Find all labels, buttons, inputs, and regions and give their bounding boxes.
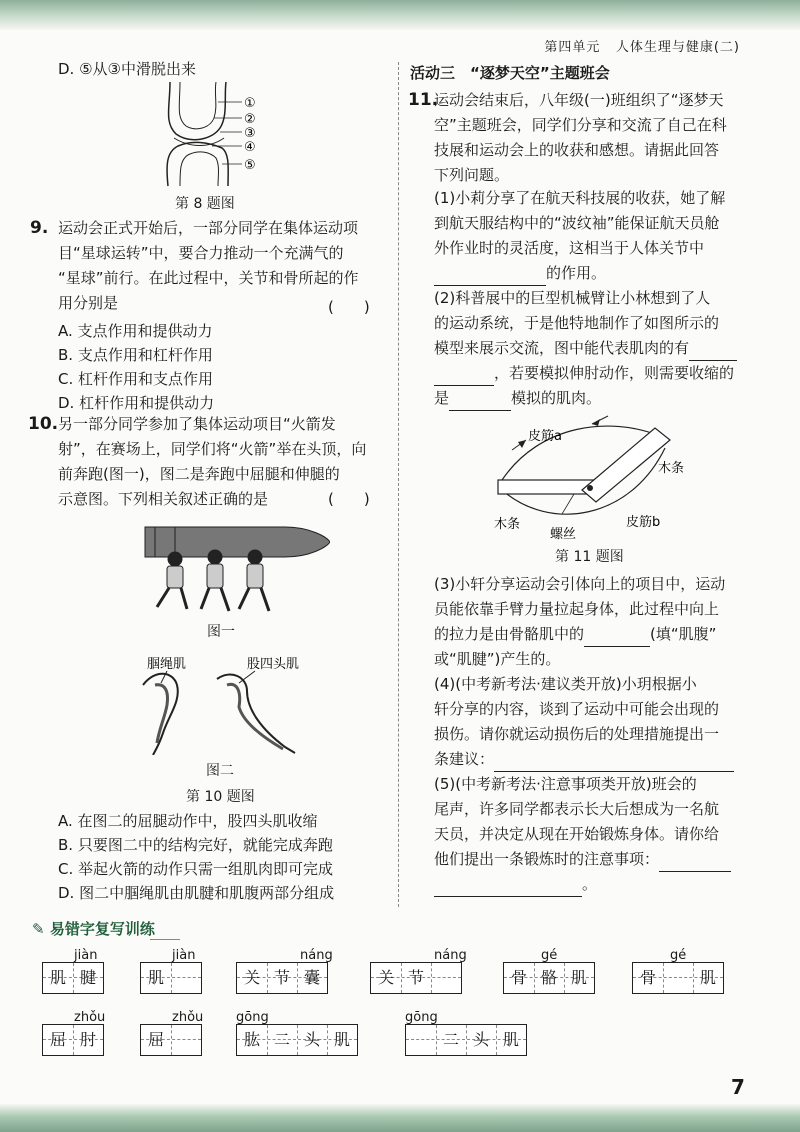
p2-line-3: 模型来展示交流，图中能代表肌肉的有 — [434, 339, 690, 357]
fig2-label-hamstring: 腘绳肌 — [147, 657, 187, 672]
p4-answer-blank[interactable] — [494, 754, 734, 772]
practice-char: 二 — [273, 1030, 290, 1049]
practice-empty-cell[interactable] — [171, 963, 201, 993]
rocket-runners-illustration — [135, 515, 330, 620]
practice-empty-cell[interactable] — [663, 963, 693, 993]
q9-answer-bracket: ( ) — [328, 298, 370, 316]
practice-pinyin: zhǒu — [74, 1010, 106, 1025]
practice-char: 肌 — [502, 1030, 519, 1049]
p5-line-1: (5)(中考新考法·注意事项类开放)班会的 — [434, 775, 697, 793]
fig11-label-stick-right: 木条 — [658, 461, 685, 476]
practice-pinyin: náng — [300, 948, 333, 963]
p2-line-4: ，若要模拟伸肘动作，则需要收缩的 — [494, 364, 735, 382]
q11-part-3 — [434, 572, 725, 672]
p5-answer-blank-1[interactable] — [659, 854, 731, 872]
practice-char: 囊 — [303, 968, 320, 987]
q9-line-3: “星球”前行。在此过程中，关节和骨所起的作 — [58, 269, 359, 287]
q10-line-4: 示意图。下列相关叙述正确的是 — [58, 490, 269, 508]
q9-option-c: C. 杠杆作用和支点作用 — [58, 370, 214, 388]
p3-line-3a: 的拉力是由骨骼肌中的 — [434, 625, 585, 643]
practice-pinyin: jiàn — [172, 948, 196, 963]
p1-line-end: 的作用。 — [546, 264, 607, 282]
q11-part-5 — [434, 772, 731, 897]
practice-title-underline — [150, 939, 180, 940]
pencil-icon: ✎ — [32, 920, 45, 938]
practice-char: 关 — [377, 968, 394, 987]
practice-char: 屈 — [147, 1030, 164, 1049]
p4-line-2: 轩分享的内容，谈到了运动中可能会出现的 — [434, 700, 720, 718]
q11-part-2 — [434, 286, 737, 411]
q9-option-a: A. 支点作用和提供动力 — [58, 322, 213, 340]
practice-char: 肌 — [570, 968, 587, 987]
q9-option-b: B. 支点作用和杠杆作用 — [58, 346, 213, 364]
practice-pinyin: gé — [670, 948, 687, 963]
practice-char: 肌 — [699, 968, 716, 987]
p2-line-5a: 是 — [434, 389, 450, 407]
p2-line-5b: 模拟的肌肉。 — [511, 389, 602, 407]
p4-line-1: (4)(中考新考法·建议类开放)小玥根据小 — [434, 675, 697, 693]
practice-char: 肌 — [49, 968, 66, 987]
practice-box-2[interactable] — [140, 962, 202, 994]
practice-box-1[interactable] — [42, 962, 104, 994]
practice-char: 头 — [472, 1030, 489, 1049]
q10-option-c: C. 举起火箭的动作只需一组肌肉即可完成 — [58, 860, 334, 878]
p4-line-end: 条建议： — [434, 750, 495, 768]
q11-part-4 — [434, 672, 734, 772]
q10-option-b: B. 只要图二中的结构完好，就能完成奔跑 — [58, 836, 333, 854]
practice-box-10[interactable] — [405, 1024, 527, 1056]
fig2-label-quadriceps: 股四头肌 — [247, 657, 300, 672]
practice-box-3[interactable] — [236, 962, 328, 994]
practice-pinyin: jiàn — [74, 948, 98, 963]
practice-char: 肌 — [147, 968, 164, 987]
practice-pinyin: náng — [434, 948, 467, 963]
fig8-label-3: ③ — [244, 126, 256, 141]
practice-empty-cell[interactable] — [431, 963, 461, 993]
q8-option-d: D. ⑤从③中滑脱出来 — [58, 60, 196, 78]
practice-empty-cell[interactable] — [406, 1025, 436, 1055]
practice-pinyin: gé — [541, 948, 558, 963]
q9-line-2: 目“星球运转”中，要合力推动一个充满气的 — [58, 244, 344, 262]
arm-model-diagram — [490, 410, 705, 545]
bottom-decorative-band — [0, 1104, 800, 1132]
page-number: 7 — [731, 1075, 745, 1099]
p3-line-2: 员能依靠手臂力量拉起身体，此过程中向上 — [434, 600, 720, 618]
p3-line-1: (3)小轩分享运动会引体向上的项目中，运动 — [434, 575, 726, 593]
p1-line-2: 到航天服结构中的“波纹袖”能保证航天员舱 — [434, 214, 720, 232]
practice-empty-cell[interactable] — [171, 1025, 201, 1055]
fig8-label-1: ① — [244, 96, 256, 111]
fig8-caption: 第 8 题图 — [175, 196, 235, 212]
knee-joint-diagram — [150, 82, 280, 187]
practice-title: ✎ 易错字复写训练 — [32, 920, 155, 938]
practice-char: 关 — [243, 968, 260, 987]
practice-pinyin: gōng — [236, 1010, 269, 1025]
p1-line-1: (1)小莉分享了在航天科技展的收获，她了解 — [434, 189, 726, 207]
q11-intro-line-4: 下列问题。 — [434, 166, 510, 184]
activity-title: 活动三 “逐梦天空”主题班会 — [410, 64, 610, 82]
fig11-label-band-b: 皮筋b — [626, 515, 661, 530]
p3-line-4: 或“肌腱”)产生的。 — [434, 650, 561, 668]
q9-line-1: 运动会正式开始后，一部分同学在集体运动项 — [58, 219, 359, 237]
practice-char: 屈 — [49, 1030, 66, 1049]
practice-pinyin: zhǒu — [172, 1010, 204, 1025]
p2-line-2: 的运动系统，于是他特地制作了如图所示的 — [434, 314, 720, 332]
fig11-label-stick-left: 木条 — [494, 517, 521, 532]
fig8-label-5: ⑤ — [244, 158, 256, 173]
practice-char: 骨 — [510, 968, 527, 987]
q9-number: 9. — [30, 218, 49, 238]
fig2-caption: 图二 — [206, 763, 234, 779]
p5-line-4: 他们提出一条锻炼时的注意事项： — [434, 850, 660, 868]
practice-char: 肱 — [243, 1030, 260, 1049]
fig11-label-screw: 螺丝 — [550, 527, 577, 542]
q10-option-d: D. 图二中腘绳肌由肌腱和肌腹两部分组成 — [58, 884, 335, 902]
q11-intro — [434, 88, 727, 188]
practice-box-7[interactable] — [42, 1024, 104, 1056]
p3-answer-blank[interactable] — [584, 629, 650, 647]
fig10-caption: 第 10 题图 — [186, 789, 255, 805]
p5-line-2: 尾声，许多同学都表示长大后想成为一名航 — [434, 800, 720, 818]
p2-answer-blank-1b[interactable] — [434, 368, 494, 386]
top-decorative-band — [0, 0, 800, 30]
q10-stem — [58, 412, 366, 512]
q11-part-1 — [434, 186, 725, 286]
p1-answer-blank[interactable] — [434, 268, 546, 286]
fig8-label-4: ④ — [244, 140, 256, 155]
p1-line-3: 外作业时的灵活度，这相当于人体关节中 — [434, 239, 705, 257]
fig11-label-band-a: 皮筋a — [528, 429, 562, 444]
q11-intro-line-1: 运动会结束后，八年级(一)班组织了“逐梦天 — [434, 91, 724, 109]
fig8-label-2: ② — [244, 112, 256, 127]
q11-intro-line-3: 技展和运动会上的收获和感想。请据此回答 — [434, 141, 720, 159]
practice-char: 二 — [442, 1030, 459, 1049]
p5-line-3: 天员，并决定从现在开始锻炼身体。请你给 — [434, 825, 720, 843]
practice-char: 节 — [273, 968, 290, 987]
q10-number: 10. — [28, 414, 59, 434]
q10-line-1: 另一部分同学参加了集体运动项目“火箭发 — [58, 415, 336, 433]
p4-line-3: 损伤。请你就运动损伤后的处理措施提出一 — [434, 725, 720, 743]
q10-line-2: 射”，在赛场上，同学们将“火箭”举在头顶，向 — [58, 440, 367, 458]
practice-pinyin: gōng — [405, 1010, 438, 1025]
practice-char: 头 — [303, 1030, 320, 1049]
q10-answer-bracket: ( ) — [328, 490, 370, 508]
practice-box-6[interactable] — [632, 962, 724, 994]
q11-number: 11. — [408, 90, 439, 110]
practice-box-8[interactable] — [140, 1024, 202, 1056]
practice-char: 肌 — [333, 1030, 350, 1049]
p5-line-end: 。 — [582, 875, 598, 893]
q10-option-a: A. 在图二的屈腿动作中，股四头肌收缩 — [58, 812, 318, 830]
q9-line-4: 用分别是 — [58, 294, 119, 312]
p2-answer-blank-1a[interactable] — [689, 343, 737, 361]
fig1-caption: 图一 — [207, 624, 235, 640]
page-header — [544, 36, 740, 55]
q10-line-3: 前奔跑(图一)，图二是奔跑中屈腿和伸腿的 — [58, 465, 340, 483]
practice-box-4[interactable] — [370, 962, 462, 994]
fig11-caption: 第 11 题图 — [555, 549, 624, 565]
header-unit: 第四单元 — [544, 40, 601, 55]
practice-box-5[interactable] — [503, 962, 595, 994]
leg-muscle-diagram — [135, 655, 310, 755]
practice-char: 骼 — [540, 968, 557, 987]
practice-char: 骨 — [639, 968, 656, 987]
p5-answer-blank-2[interactable] — [434, 879, 582, 897]
practice-box-9[interactable] — [236, 1024, 358, 1056]
column-divider — [398, 62, 399, 907]
practice-char: 腱 — [79, 968, 96, 987]
q9-option-d: D. 杠杆作用和提供动力 — [58, 394, 215, 412]
q9-stem — [58, 216, 359, 316]
header-title: 人体生理与健康(二) — [615, 40, 740, 55]
p2-answer-blank-2[interactable] — [449, 393, 511, 411]
p3-line-3b: (填“肌腹” — [650, 625, 717, 643]
q11-intro-line-2: 空”主题班会，同学们分享和交流了自己在科 — [434, 116, 727, 134]
practice-char: 节 — [407, 968, 424, 987]
practice-char: 肘 — [79, 1030, 96, 1049]
p2-line-1: (2)科普展中的巨型机械臂让小林想到了人 — [434, 289, 711, 307]
